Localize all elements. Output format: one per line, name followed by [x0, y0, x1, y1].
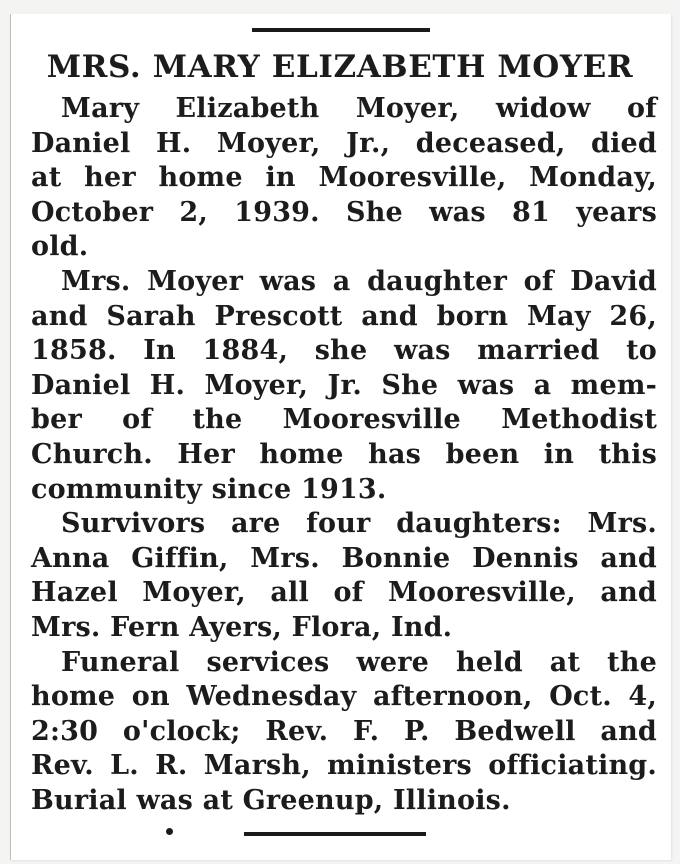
text-line: and Sarah Prescott and born May 26, [31, 300, 657, 332]
text-line: Hazel Moyer, all of Mooresville, and [31, 577, 657, 609]
text-line: Daniel H. Moyer, Jr. She was a mem- [31, 369, 657, 401]
text-line: Daniel H. Moyer, Jr., deceased, died [31, 127, 657, 159]
text-line: Mrs. Moyer was a daughter of David [61, 265, 657, 297]
text-line: Mrs. Fern Ayers, Flora, Ind. [31, 611, 453, 643]
text-line: October 2, 1939. She was 81 years [31, 196, 657, 228]
text-line: old. [31, 231, 89, 263]
text-line: ber of the Mooresville Methodist [31, 404, 657, 436]
text-line: Rev. L. R. Marsh, ministers officiating. [31, 750, 657, 782]
text-line: 1858. In 1884, she was married to [31, 335, 657, 367]
text-line: community since 1913. [31, 473, 387, 505]
text-line: 2:30 o'clock; Rev. F. P. Bedwell and [31, 715, 657, 747]
text-line: Anna Giffin, Mrs. Bonnie Dennis and [31, 542, 657, 574]
obituary-headline: MRS. MARY ELIZABETH MOYER [46, 49, 634, 85]
obituary-body [31, 92, 657, 818]
ink-dot [166, 828, 173, 835]
text-line: Church. Her home has been in this [31, 438, 657, 470]
text-line: at her home in Mooresville, Monday, [31, 162, 657, 194]
top-rule [252, 28, 430, 32]
text-line: Mary Elizabeth Moyer, widow of [61, 93, 657, 124]
text-line: Funeral services were held at the [61, 646, 657, 678]
text-line: Burial was at Greenup, Illinois. [31, 784, 511, 816]
text-line: home on Wednesday afternoon, Oct. 4, [31, 681, 657, 713]
text-line: Survivors are four daughters: Mrs. [61, 508, 657, 540]
bottom-rule [244, 832, 426, 836]
